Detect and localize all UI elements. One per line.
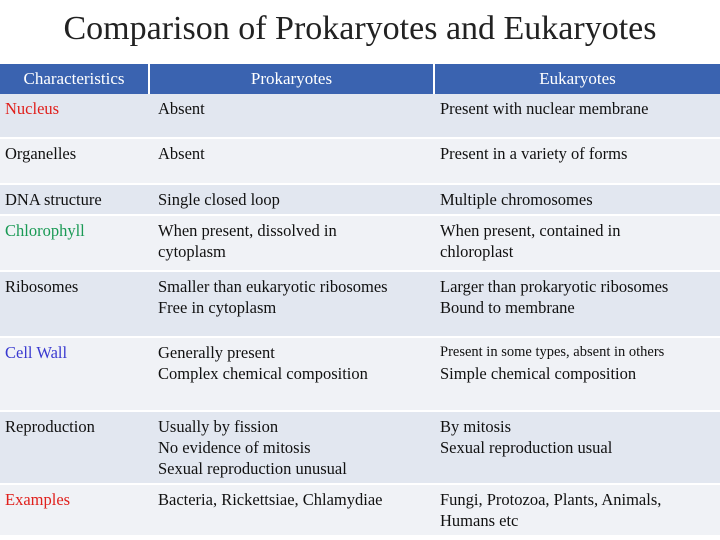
cell-line: cytoplasm	[158, 242, 226, 261]
cell-line: When present, dissolved in	[158, 221, 337, 240]
table-row	[0, 484, 720, 536]
table-header-row	[0, 64, 720, 94]
cell-line: Complex chemical composition	[158, 364, 368, 383]
prokaryotes-cell	[149, 94, 434, 138]
slide-title: Comparison of Prokaryotes and Eukaryotes	[63, 10, 657, 47]
prokaryotes-cell	[149, 215, 434, 271]
prokaryotes-cell	[149, 337, 434, 411]
cell-line: Simple chemical composition	[440, 364, 637, 383]
prokaryotes-cell	[149, 184, 434, 215]
cell-line: chloroplast	[440, 242, 514, 261]
characteristic-cell: Nucleus	[0, 94, 149, 138]
prokaryotes-cell	[149, 484, 434, 536]
characteristic-cell: Cell Wall	[0, 337, 149, 411]
table-row	[0, 138, 720, 184]
cell-line: When present, contained in	[440, 221, 621, 240]
characteristic-cell: DNA structure	[0, 184, 149, 215]
cell-line: Single closed loop	[158, 190, 280, 209]
cell-line: Sexual reproduction unusual	[158, 459, 347, 478]
eukaryotes-cell	[434, 271, 720, 337]
characteristic-cell: Ribosomes	[0, 271, 149, 337]
cell-line: Multiple chromosomes	[440, 190, 593, 209]
prokaryotes-cell	[149, 271, 434, 337]
eukaryotes-cell	[434, 411, 720, 484]
cell-line: Larger than prokaryotic ribosomes	[440, 277, 669, 296]
header-characteristics: Characteristics	[0, 64, 149, 94]
cell-line: Present in some types, absent in others	[440, 344, 665, 360]
header-eukaryotes: Eukaryotes	[434, 64, 720, 94]
table-row	[0, 94, 720, 138]
eukaryotes-cell	[434, 184, 720, 215]
table-body	[0, 94, 720, 536]
prokaryotes-cell	[149, 411, 434, 484]
cell-line: Humans etc	[440, 511, 519, 530]
characteristic-cell: Reproduction	[0, 411, 149, 484]
cell-line: Present in a variety of forms	[440, 144, 628, 163]
header-prokaryotes: Prokaryotes	[149, 64, 434, 94]
table-row	[0, 411, 720, 484]
characteristic-cell: Chlorophyll	[0, 215, 149, 271]
eukaryotes-cell	[434, 337, 720, 411]
cell-line: Free in cytoplasm	[158, 298, 277, 317]
cell-line: Fungi, Protozoa, Plants, Animals,	[440, 490, 662, 509]
cell-line: Smaller than eukaryotic ribosomes	[158, 277, 388, 296]
cell-line: Generally present	[158, 343, 275, 362]
comparison-table	[0, 64, 720, 537]
table-row	[0, 215, 720, 271]
table-row	[0, 271, 720, 337]
characteristic-cell: Organelles	[0, 138, 149, 184]
characteristic-cell: Examples	[0, 484, 149, 536]
table-row	[0, 337, 720, 411]
prokaryotes-cell	[149, 138, 434, 184]
cell-line: Present with nuclear membrane	[440, 99, 649, 118]
table-row	[0, 184, 720, 215]
eukaryotes-cell	[434, 484, 720, 536]
cell-line: By mitosis	[440, 417, 512, 436]
cell-line: Bacteria, Rickettsiae, Chlamydiae	[158, 490, 383, 509]
cell-line: Absent	[158, 144, 205, 163]
cell-line: Usually by fission	[158, 417, 279, 436]
cell-line: Sexual reproduction usual	[440, 438, 613, 457]
eukaryotes-cell	[434, 94, 720, 138]
cell-line: Bound to membrane	[440, 298, 575, 317]
eukaryotes-cell	[434, 138, 720, 184]
cell-line: Absent	[158, 99, 205, 118]
cell-line: No evidence of mitosis	[158, 438, 311, 457]
eukaryotes-cell	[434, 215, 720, 271]
